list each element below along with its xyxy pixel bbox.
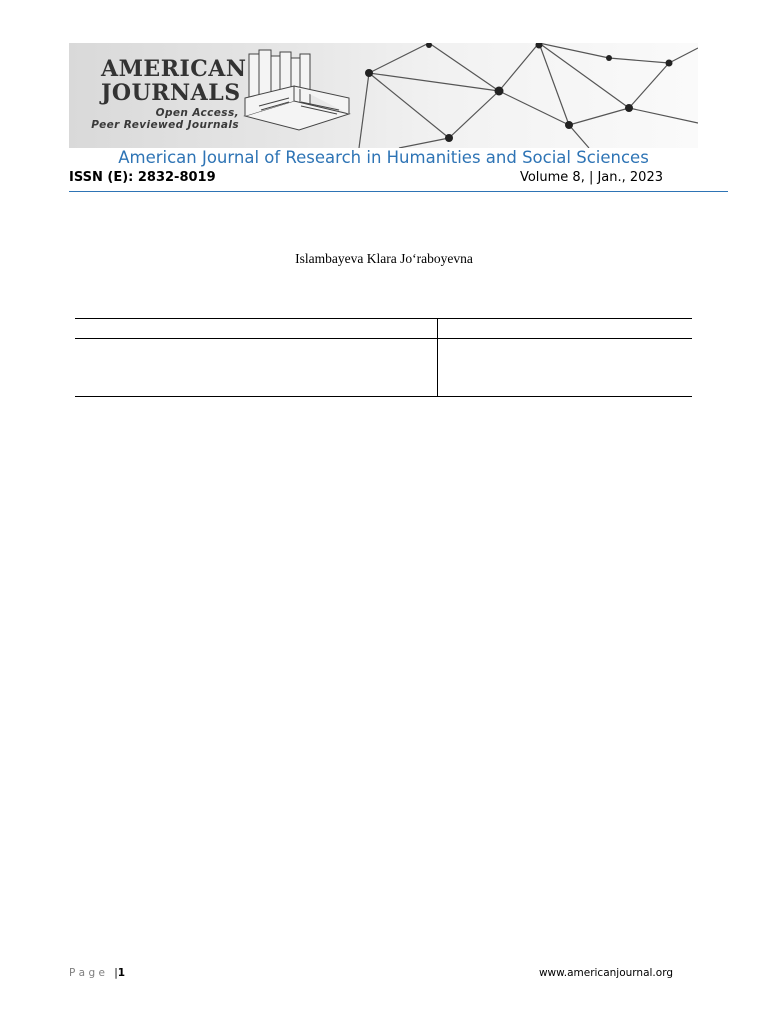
page-label: P a g e xyxy=(69,967,105,979)
table-column-divider xyxy=(437,318,438,397)
journal-title: American Journal of Research in Humanities and Social Sciences xyxy=(118,148,649,167)
journal-banner xyxy=(69,43,698,148)
logo-title: AMERICAN JOURNALS xyxy=(101,56,247,106)
abstract-table xyxy=(75,318,692,397)
page-separator: | xyxy=(114,967,118,979)
table-top-border xyxy=(75,318,692,319)
page-number: 1 xyxy=(117,967,126,979)
footer-url[interactable]: www.americanjournal.org xyxy=(538,967,673,979)
issn: ISSN (E): 2832-8019 xyxy=(69,170,216,185)
volume-info: Volume 8, | Jan., 2023 xyxy=(519,170,663,185)
author-name: Islambayeva Klara Jo‘raboyevna xyxy=(295,251,473,266)
table-bottom-border xyxy=(75,396,692,397)
header-divider xyxy=(69,191,728,192)
logo-subtitle-line-1: Open Access, xyxy=(155,107,239,119)
table-header-border xyxy=(75,338,692,339)
logo-subtitle-line-2: Peer Reviewed Journals xyxy=(91,119,239,131)
logo-subtitle xyxy=(83,107,239,131)
page-footer-number xyxy=(69,967,125,979)
books-illustration xyxy=(239,46,359,136)
